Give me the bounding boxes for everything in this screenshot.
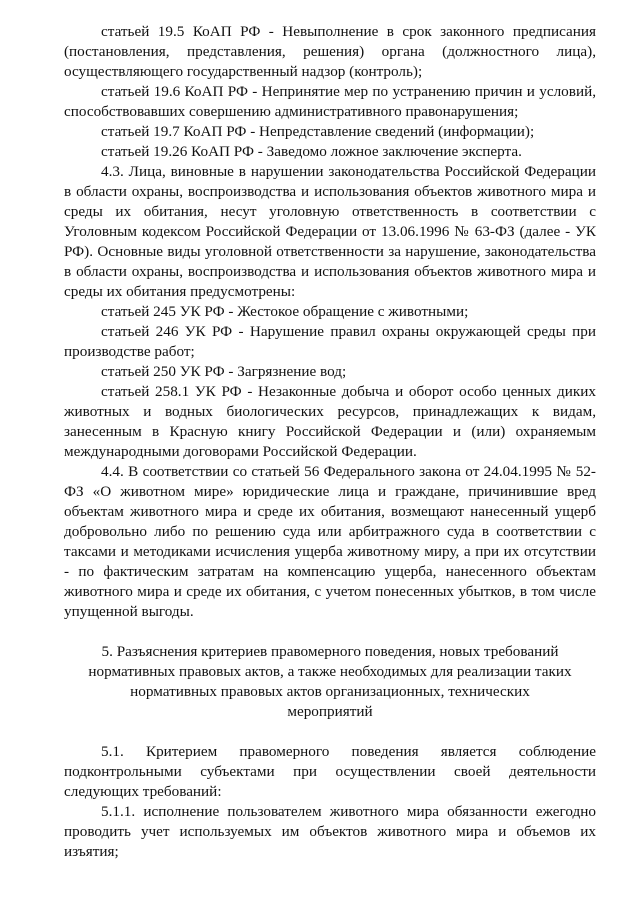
paragraph-uk-246: статьей 246 УК РФ - Нарушение правил охраны окружающей среды при производстве работ; <box>64 323 596 360</box>
paragraph-uk-250: статьей 250 УК РФ - Загрязнение вод; <box>101 363 347 380</box>
paragraph-5-1-1: 5.1.1. исполнение пользователем животного мира обязанности ежегодно проводить учет используемых им объектов животного мира и объемов их изъятия; <box>64 803 596 860</box>
paragraph-koap-19-7: статьей 19.7 КоАП РФ - Непредставление сведений (информации); <box>101 123 535 140</box>
section-heading: 5. Разъяснения критериев правомерного поведения, новых требований нормативных правовых актов, а также необходимых для реализации таких нормативных правовых актов организационных, технических мероприятий <box>88 643 572 720</box>
paragraph-uk-245: статьей 245 УК РФ - Жестокое обращение с животными; <box>101 303 469 320</box>
paragraph-koap-19-6: статьей 19.6 КоАП РФ - Непринятие мер по устранению причин и условий, способствовавших совершению административного правонарушения; <box>64 83 596 120</box>
paragraph-4-3: 4.3. Лица, виновные в нарушении законодательства Российской Федерации в области охраны, воспроизводства и использования объектов животного мира и среды их обитания, несут уголовную ответственность в соответствии с Уголовным кодексом Российской Федерации от 13.06.1996 № 63-ФЗ (далее - УК РФ). Основные виды уголовной ответственности за нарушение, законодательства в области охраны, воспроизводства и использования объектов животного мира и среды их обитания предусмотрены: <box>64 163 596 300</box>
paragraph-uk-258-1: статьей 258.1 УК РФ - Незаконные добыча и оборот особо ценных диких животных и водных биологических ресурсов, принадлежащих к видам, занесенным в Красную книгу Российской Федерации и (или) охраняемым международными договорами Российской Федерации. <box>64 383 596 460</box>
paragraph-koap-19-5: статьей 19.5 КоАП РФ - Невыполнение в срок законного предписания (постановления, представления, решения) органа (должностного лица), осуществляющего государственный надзор (контроль); <box>64 23 596 80</box>
paragraph-4-4: 4.4. В соответствии со статьей 56 Федерального закона от 24.04.1995 № 52-ФЗ «О животном мире» юридические лица и граждане, причинившие вред объектам животного мира и среде их обитания, возмещают нанесенный ущерб добровольно либо по решению суда или арбитражного суда в соответствии с таксами и методиками исчисления ущерба животному миру, а при их отсутствии - по фактическим затратам на компенсацию ущерба, нанесенного объектам животного мира и среде их обитания, с учетом понесенных убытков, в том числе упущенной выгоды. <box>64 463 596 620</box>
paragraph-koap-19-26: статьей 19.26 КоАП РФ - Заведомо ложное заключение эксперта. <box>101 143 522 160</box>
paragraph-5-1: 5.1. Критерием правомерного поведения является соблюдение подконтрольными субъектами при осуществлении своей деятельности следующих требований: <box>64 743 596 800</box>
